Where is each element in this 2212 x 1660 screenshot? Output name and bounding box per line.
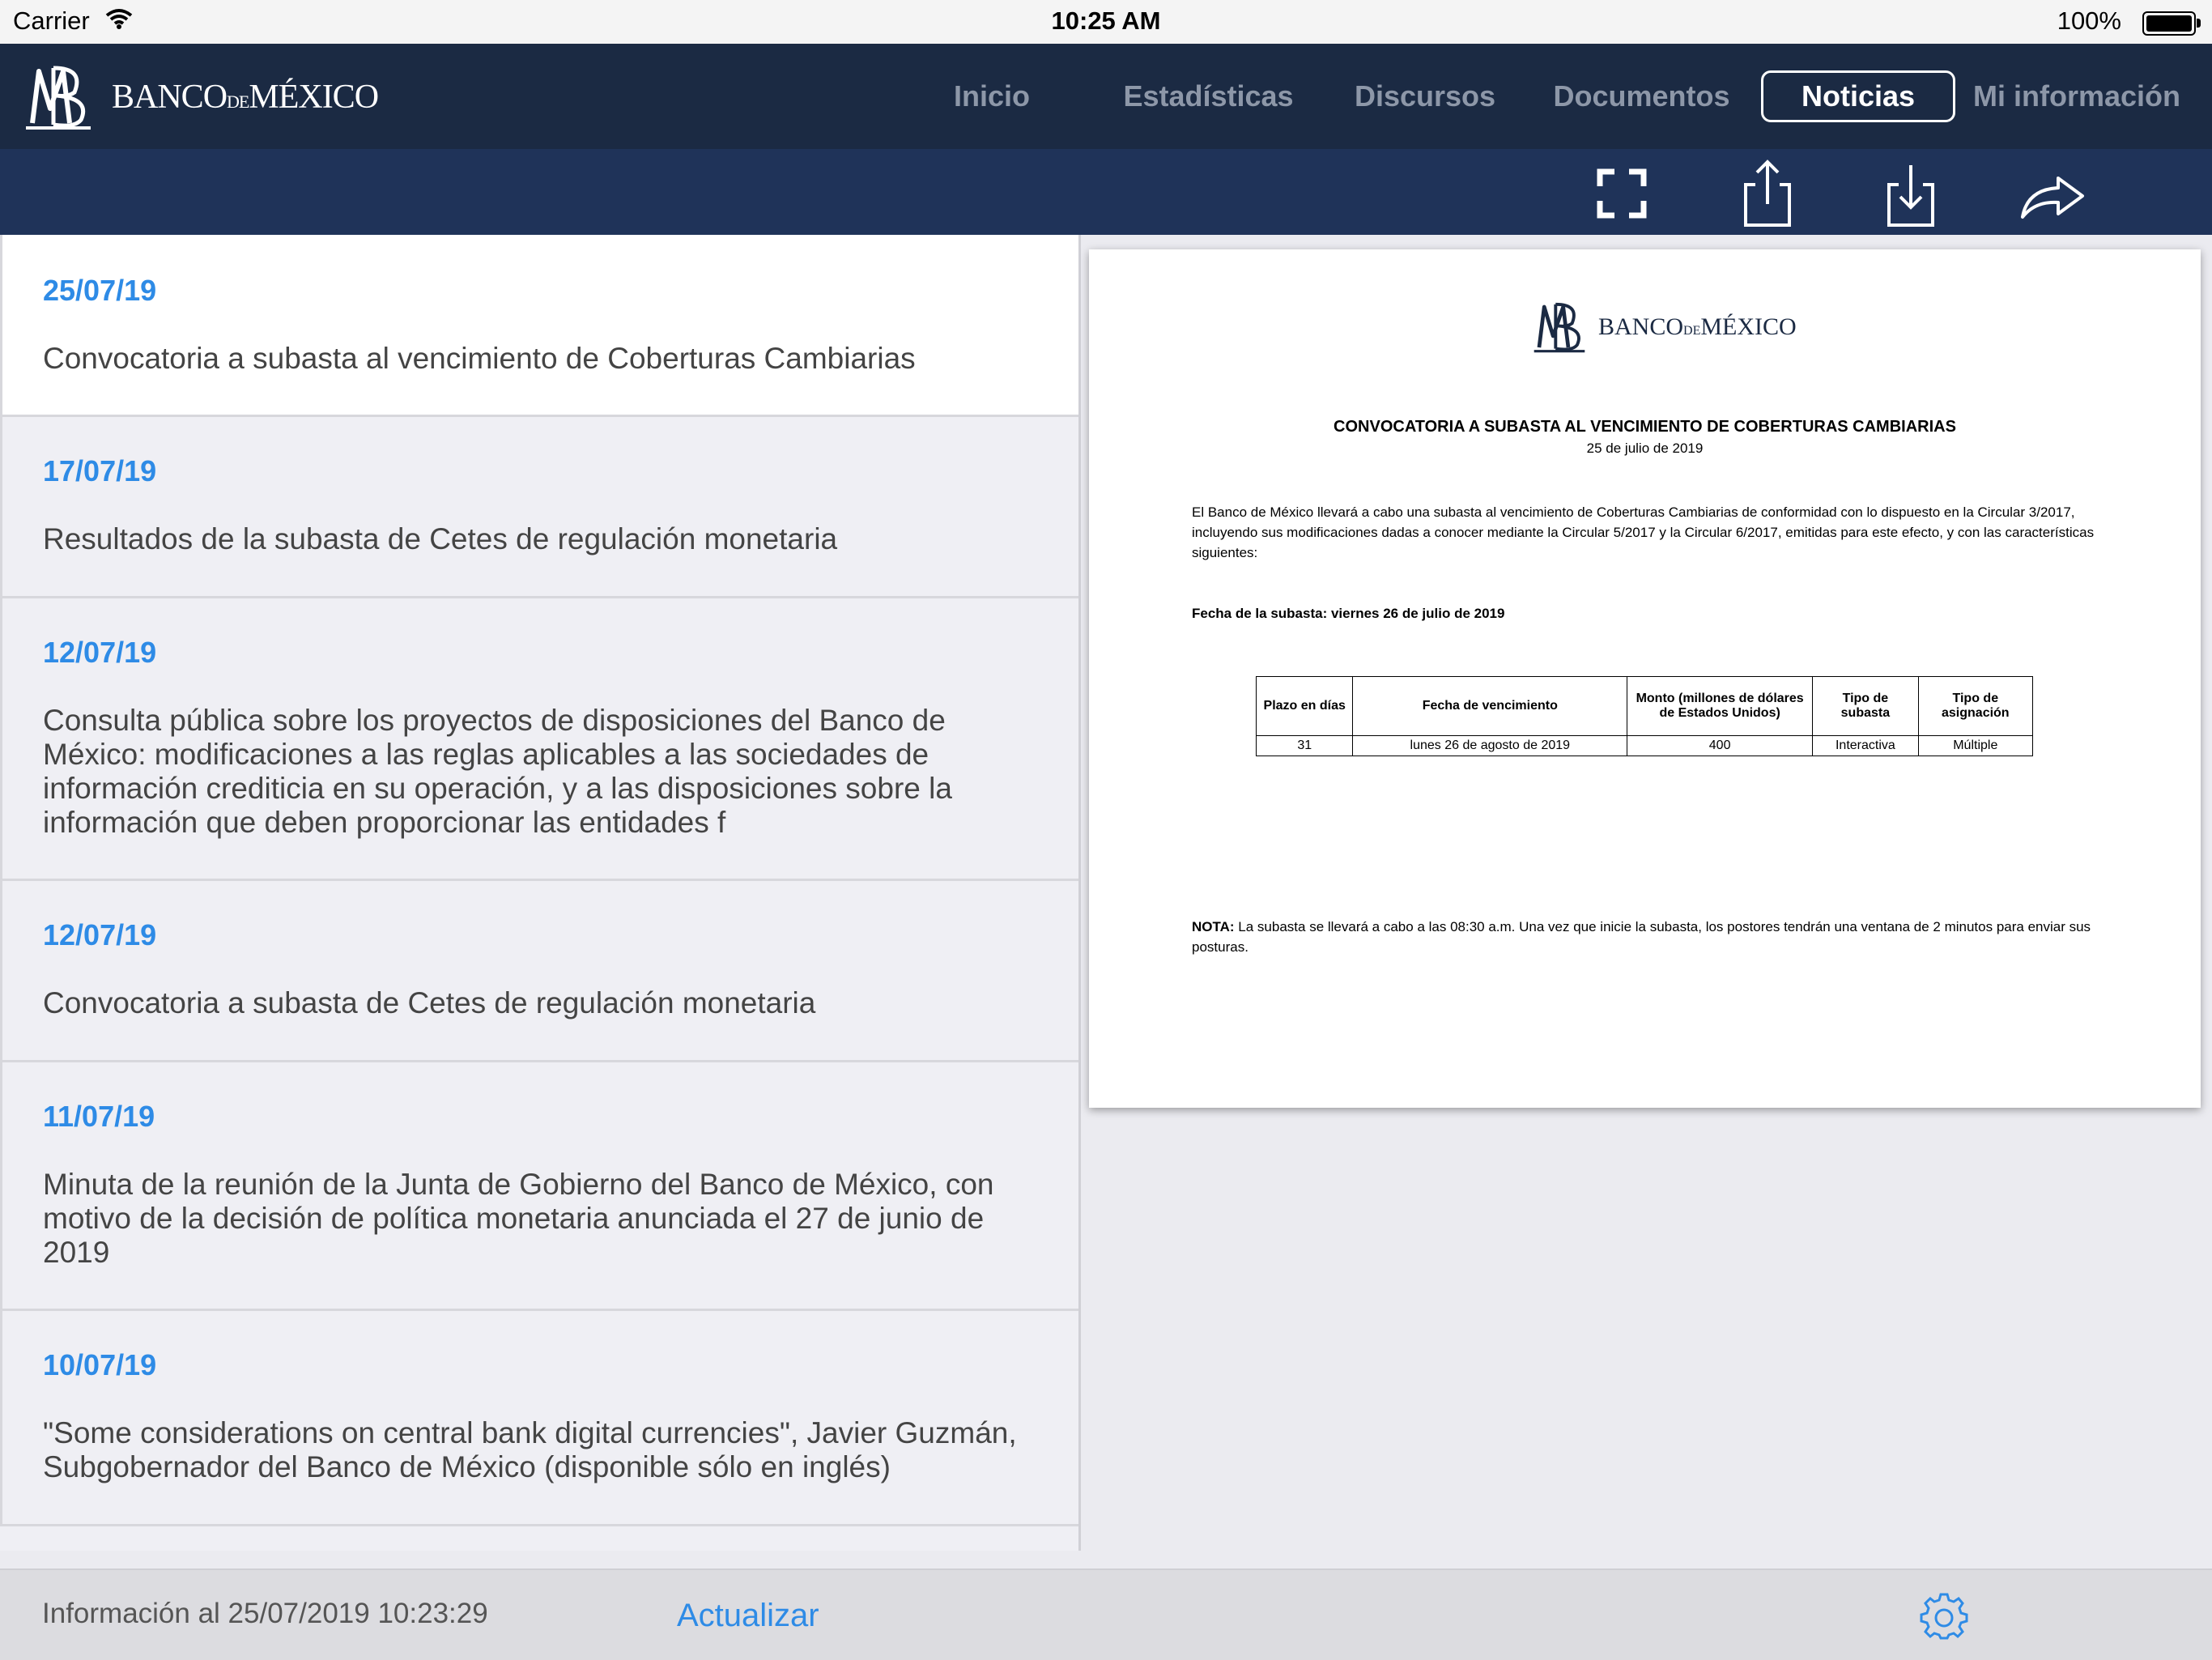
news-title: Consulta pública sobre los proyectos de disposiciones del Banco de México: modificaciones a las reglas aplicables a las sociedades de información crediticia en su operación, y a las disposiciones sobre la información que deben proporcionar las entidades f: [43, 704, 952, 839]
banxico-emblem-icon: [1530, 298, 1589, 356]
note-text: La subasta se llevará a cabo a las 08:30 a.m. Una vez que inicie la subasta, los postores tendrán una ventana de 2 minutos para enviar sus posturas.: [1192, 919, 2091, 955]
refresh-button[interactable]: Actualizar: [677, 1598, 819, 1633]
table-header: Tipo de asignación: [1918, 677, 2032, 736]
news-date: 17/07/19: [43, 454, 157, 487]
battery-icon: [2142, 11, 2196, 36]
forward-icon[interactable]: [2016, 157, 2089, 230]
news-title: Resultados de la subasta de Cetes de regulación monetaria: [43, 522, 838, 555]
carrier-label: Carrier: [13, 6, 90, 35]
brand-name: BANCODEMÉXICO: [112, 79, 379, 116]
share-icon[interactable]: [1731, 157, 1804, 230]
news-date: 11/07/19: [43, 1100, 155, 1133]
battery-percent: 100%: [2057, 6, 2121, 35]
table-header: Monto (millones de dólares de Estados Unidos): [1627, 677, 1813, 736]
document-title: CONVOCATORIA A SUBASTA AL VENCIMIENTO DE COBERTURAS CAMBIARIAS: [1334, 418, 1956, 436]
news-date: 12/07/19: [43, 918, 157, 951]
banxico-emblem-icon: [21, 60, 96, 134]
document-toolbar: [0, 149, 2212, 235]
news-item[interactable]: [0, 1062, 1078, 1311]
table-header: Fecha de vencimiento: [1353, 677, 1627, 736]
table-cell: Interactiva: [1813, 736, 1918, 756]
auction-date: Fecha de la subasta: viernes 26 de julio de 2019: [1192, 606, 1505, 621]
auction-table: [1256, 676, 2033, 756]
note-label: NOTA:: [1192, 919, 1235, 934]
table-cell: Múltiple: [1918, 736, 2032, 756]
news-title: "Some considerations on central bank digital currencies", Javier Guzmán, Subgobernador del Banco de México (disponible sólo en inglés): [43, 1416, 1017, 1483]
news-title: Minuta de la reunión de la Junta de Gobierno del Banco de México, con motivo de la decisión de política monetaria anunciada el 27 de junio de 2019: [43, 1168, 994, 1269]
news-date: 12/07/19: [43, 636, 157, 669]
tab-estadisticas[interactable]: Estadísticas: [1123, 79, 1294, 113]
tab-noticias[interactable]: Noticias: [1761, 70, 1955, 122]
news-date: 25/07/19: [43, 274, 157, 307]
news-date: 10/07/19: [43, 1348, 157, 1381]
document-logo: [1530, 298, 1797, 356]
tab-mi-informacion[interactable]: Mi información: [1972, 79, 2180, 113]
document-note: [1192, 917, 2115, 957]
clock: 10:25 AM: [1051, 6, 1161, 35]
document-preview[interactable]: [1089, 249, 2201, 1108]
status-bar: [0, 0, 2212, 44]
news-item[interactable]: [0, 881, 1078, 1062]
news-item[interactable]: [0, 1311, 1078, 1526]
news-list: [0, 235, 1081, 1551]
news-title: Convocatoria a subasta al vencimiento de Coberturas Cambiarias: [43, 342, 916, 375]
document-brand: BANCODEMÉXICO: [1598, 313, 1797, 340]
tab-discursos[interactable]: Discursos: [1354, 79, 1496, 113]
banxico-logo[interactable]: [21, 58, 378, 136]
gear-icon[interactable]: [1919, 1591, 1969, 1641]
table-header: Plazo en días: [1257, 677, 1353, 736]
fullscreen-icon[interactable]: [1585, 157, 1658, 230]
table-cell: 400: [1627, 736, 1813, 756]
news-item[interactable]: [0, 598, 1078, 881]
last-update-info: Información al 25/07/2019 10:23:29: [42, 1598, 488, 1629]
news-item[interactable]: [0, 235, 1078, 417]
tab-documentos[interactable]: Documentos: [1553, 79, 1730, 113]
tab-inicio[interactable]: Inicio: [953, 79, 1030, 113]
news-title: Convocatoria a subasta de Cetes de regulación monetaria: [43, 986, 816, 1019]
table-cell: lunes 26 de agosto de 2019: [1353, 736, 1627, 756]
table-header: Tipo de subasta: [1813, 677, 1918, 736]
table-cell: 31: [1257, 736, 1353, 756]
news-item[interactable]: [0, 417, 1078, 598]
download-icon[interactable]: [1874, 157, 1947, 230]
document-date: 25 de julio de 2019: [1586, 441, 1704, 456]
document-paragraph: El Banco de México llevará a cabo una subasta al vencimiento de Coberturas Cambiarias de conformidad con lo dispuesto en la Circular 3/2017, incluyendo sus modificaciones dadas a conocer mediante la Circular 5/2017 y la Circular 6/2017, emitidas para este efecto, y con las características siguientes:: [1192, 504, 2095, 560]
bottom-bar: [0, 1568, 2212, 1660]
nav-bar: [0, 44, 2212, 149]
